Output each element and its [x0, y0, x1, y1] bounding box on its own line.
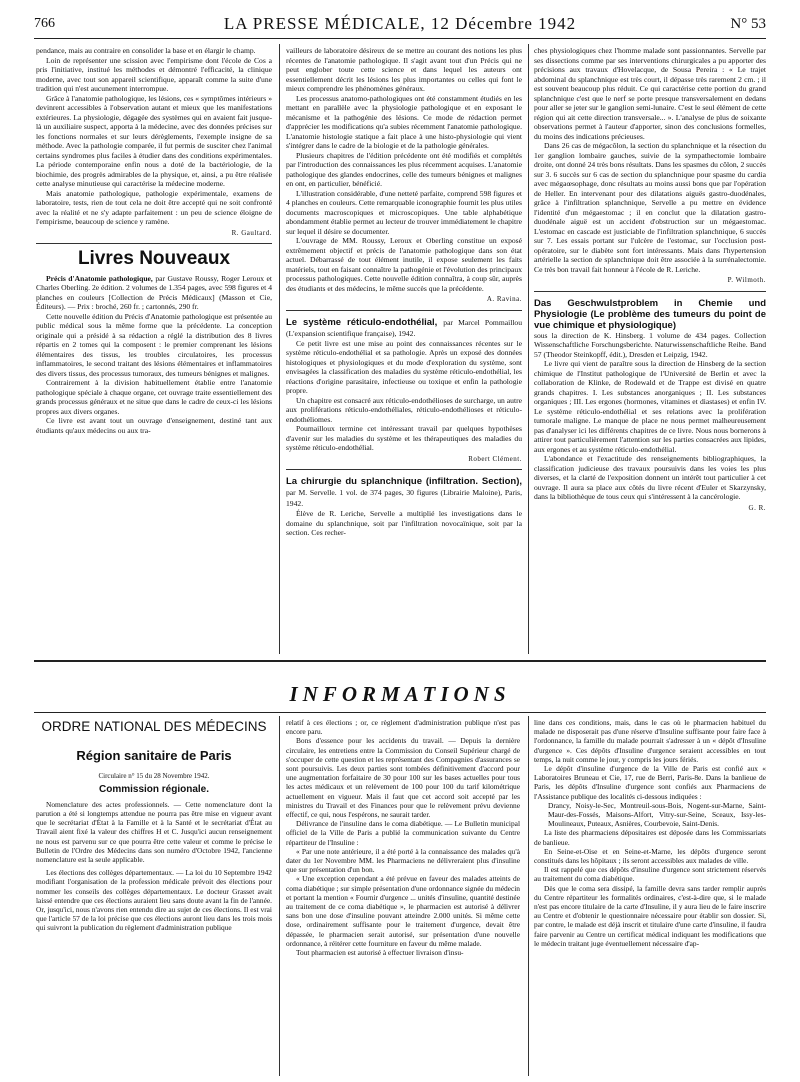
signature: P. Wilmoth. [727, 276, 766, 284]
paragraph: Élève de R. Leriche, Servelle a multiplié les investigations dans le domaine du splanchnique, soit par l'infiltration novocaïnique, soit par la section. Ces recher- [286, 509, 522, 537]
paragraph: Mais anatomie pathologique, pathologie expérimentale, examens de laboratoire, tests, rien de tout cela ne doit être accepté qui ne soit confronté avec la réalité et ne s'y adapte parfaitement : un peu de science éloigne de l'empirisme, beaucoup de science y ramène. [36, 188, 272, 226]
commission-heading: Commission régionale. [98, 783, 210, 795]
page-number: 766 [34, 16, 55, 31]
column-rule [279, 716, 280, 1076]
paragraph: Les processus anatomo-pathologiques ont été constamment étudiés en les mettant en parallèle avec la physiologie pathologique et en exposant le mécanisme et la pathogénie des lésions. Ce mode de rédaction permet d'apprécier les modifications qu'a subies récemment l'anatomie pathologique. L'anatomie histologie statique a fait place à une histo-physiologie qui vient s'intégrer dans le cadre de la biologie et de la pathologie générales. [286, 93, 522, 150]
book-title: Das Geschwulstproblem in Chemie und Physiologie (Le problème des tumeurs du point de vue chimique et physiologique) [534, 297, 766, 331]
info-column-1 [36, 718, 272, 1074]
paragraph: Plusieurs chapitres de l'édition précédente ont été modifiés et complétés par l'introduction des connaissances les plus récemment acquises. L'anatomie pathologique des glandes endocrines, celle des tumeurs bénignes et malignes en ont, en particulier, bénéficié. [286, 150, 522, 188]
paragraph: line dans ces conditions, mais, dans le cas où le pharmacien habituel du malade ne disposerait pas d'une réserve d'Insuline suffisante pour faire face à l'ordonnance, la famille du malade pourrait s'adresser à un « dépôt d'Insuline d'urgence ». Ces dépôts d'Insuline d'urgence seraient accessibles en tout temps, la nuit comme le jour, y compris les jours fériés. [534, 718, 766, 764]
paragraph: « Par une note antérieure, il a été porté à la connaissance des malades qu'à dater du 1er Novembre MM. les Pharmaciens ne délivreraient plus d'insuline que sur présentation d'un bon. [286, 846, 520, 875]
column-2 [286, 46, 522, 646]
section-rule [34, 660, 766, 662]
divider [286, 310, 522, 311]
book-title: Le système réticulo-endothélial, [286, 316, 438, 328]
paragraph: L'ouvrage de MM. Roussy, Leroux et Oberling constitue un exposé extrêmement objectif et précis de l'anatomie pathologique dans son état actuel. Débarrassé de tout élément inutile, il expose seulement les faits matériels, tout en faisant connaître la pathogénie et l'évolution des principaux processus pathologiques. Cette nouvelle édition connaîtra, à coup sûr, auprès des étudiants et des médecins, le même succès que la précédente. [286, 236, 522, 293]
info-column-2 [286, 718, 520, 1074]
signature: A. Ravina. [486, 295, 522, 303]
divider [534, 291, 766, 292]
paragraph: vailleurs de laboratoire désireux de se mettre au courant des notions les plus récentes de l'anatomie pathologique. Il s'agit avant tout d'un Précis qui ne peut englober toute cette science et dans lequel les auteurs ont essentiellement décrit les lésions les plus importantes ou celles qui font le mieux comprendre les phénomènes généraux. [286, 46, 522, 93]
issue-number: N° 53 [730, 16, 766, 32]
paragraph: Poumailloux termine cet intéressant travail par quelques hypothèses d'avenir sur les maladies du système et les thérapeutiques des maladies du système réticulo-endothélial. [286, 424, 522, 452]
signature: R. Gaultard. [231, 228, 272, 237]
column-rule [279, 44, 280, 654]
circulaire: Circulaire n° 15 du 28 Novembre 1942. [98, 772, 210, 781]
paragraph: Contrairement à la division habituellement établie entre l'anatomie pathologique spéciale à chaque organe, cet ouvrage traite essentiellement des grands processus généraux et ne situe que dans le cadre de ceux-ci les lésions propres aux divers organes. [36, 378, 272, 416]
paragraph: Bons d'essence pour les accidents du travail. — Depuis la dernière circulaire, les entretiens entre la Commission du Conseil Supérieur chargé de s'occuper de cette question et les représentant des Compagnies d'assurances se sont poursuivis. Les deux parties sont tombées définitivement d'accord pour une augmentation forfaitaire de 30 pour 100 sur les bases actuelles pour tous les actes médicaux et un relèvement de 100 pour 100 du tarif kilométrique actuellement en vigueur. Mais il faut que cet accord soit accepté par les ministres du Travail et des Finances pour que le relèvement prévu devienne effectif, ce qui, nous l'espérons, ne saurait tarder. [286, 736, 520, 820]
journal-title: LA PRESSE MÉDICALE, 12 Décembre 1942 [223, 14, 577, 33]
paragraph: En Seine-et-Oise et en Seine-et-Marne, les dépôts d'urgence seront constitués dans les hôpitaux ; ils seront accessibles aux malades de ville. [534, 846, 766, 866]
signature: Robert Clément. [468, 454, 522, 463]
book-title: La chirurgie du splanchnique (infiltration. Section), [286, 476, 522, 487]
paragraph: ches physiologiques chez l'homme malade sont passionnantes. Servelle par ses dissections comme par ses interventions chirurgicales a pu apporter des précisions aux travaux d'Hovelacque, de Sousa Pereira : « Le trajet abdominal du splanchnique est très court, il dépasse très rarement 2 cm. ; il est souvent beaucoup plus réduit. Ce qui caractérise cette portion du grand splanchnique c'est que le nerf se porte presque transversalement en dedans pour aller se jeter sur le ganglion semi-lunaire. C'est le seul élément de cette région qui ait cette direction transversale... ». L'analyse de plus de soixante observations permet à l'auteur d'apporter, sinon des conclusions formelles, du moins des indications précieuses. [534, 46, 766, 141]
page-header [34, 14, 766, 39]
info-column-3 [534, 718, 766, 1074]
paragraph: Loin de représenter une scission avec l'empirisme dont l'école de Cos a pris l'initiative, institué les méthodes et démontré l'efficacité, la clinique moderne, avec tout son appareil scientifique, apparaît comme la suite d'une tradition qui n'est aucunement interrompue. [36, 55, 272, 93]
column-1 [36, 46, 272, 646]
paragraph: Le livre qui vient de paraître sous la direction de Hinsberg de la section chimique de l'Institut pathologique de l'Université de Berlin et avec la collaboration de Klinke, de Rodewald et de Trappe est divisé en quatre grands chapitres. I. Les substances anorganiques ; II. Les substances organiques ; III. Les ergones (hormones, vitamines et diastases) et enfin IV. Le système réticulo-endothélial et ses relations avec la prolifération tumorale maligne. Le manque de place ne nous permet malheureusement pas d'analyser ici les différents chapitres de ce livre. Nous nous bornerons à attirer tout particulièrement l'attention sur les parties consacrées aux lipides, aux ergones et au système réticulo-endothélial. [534, 359, 766, 454]
paragraph: relatif à ces élections ; or, ce règlement d'administration publique n'est pas encore paru. [286, 718, 520, 737]
paragraph: L'illustration considérable, d'une netteté parfaite, comprend 598 figures et 4 planches en couleurs. Cette remarquable iconographie fournit les plus utiles documents macroscopiques et microscopiques. Une table alphabétique abondamment établie permet au lecteur de trouver immédiatement le chapitre sur lequel il désire se documenter. [286, 188, 522, 236]
column-rule [528, 716, 529, 1076]
paragraph: Drancy, Noisy-le-Sec, Montreuil-sous-Bois, Nogent-sur-Marne, Saint-Maur-des-Fossés, Maisons-Alfort, Vitry-sur-Seine, Sceaux, Issy-les-Moulineaux, Puteaux, Asnières, Courbevoie, Saint-Denis. [548, 800, 766, 829]
divider [36, 243, 272, 244]
book-meta: par Gustave Roussy, Roger Leroux et Charles Oberling. 2e édition. 2 volumes de 1.354 pages, avec 598 figures et 4 planches en couleurs [Collection de Précis Médicaux] (Masson et Cie, Éditeurs). — Prix : broché, 260 fr. ; cartonnés, 290 fr. [36, 273, 272, 311]
paragraph: La liste des pharmaciens dépositaires est déposée dans les Commissariats de banlieue. [534, 828, 766, 847]
column-rule [528, 44, 529, 654]
paragraph: Dans 26 cas de mégacôlon, la section du splanchnique et la résection du 1er ganglion lombaire gauches, suivie de la sympathectomie lombaire droite, ont donné 24 très bons résultats. Dans les spasmes du côlon, 2 succès sur 3. 6 succès sur 6 cas de section du splanchnique pour spasme du cardia avec mégaœsophage, donc résultats au moins aussi bons que par l'opération de Heller. En intervenant pour des dilatations aiguës gastro-duodénales, grâce à l'infiltration splanchnique, Servelle a pu mettre en évidence l'identité d'un mégaestomac ; il en conclut que la dilatation gastro-duodénale aiguë est un accident d'obstruction sur un mégaestomac. L'estomac en cascade est justiciable de l'infiltration splanchnique, 6 succès sur 7. Les essais portant sur l'ulcère de l'estomac, sur l'occlusion post-opératoire, sur le diabète sont fort intéressants. Mais dans l'hypertension artérielle la section de splanchnique doit être associée à la surrénalectomie. Ce très bon travail fait honneur à l'école de R. Leriche. [534, 141, 766, 274]
paragraph: « Une exception cependant a été prévue en faveur des malades atteints de coma diabétique ; sur simple présentation d'une ordonnance signée du médecin et portant la mention « Fournir d'urgence ... unités d'insuline, quantité destinée au traitement de ce coma diabétique », le pharmacien est autorisé à délivrer sans bon une dose d'insuline pouvant atteindre 2.000 unités. Si même cette dose, ordinairement suffisante pour le traitement d'urgence, devait être dépassée, le pharmacien serait autorisé, sur présentation d'une nouvelle ordonnance, à réitérer cette fourniture en faveur du même malade. [286, 874, 520, 948]
paragraph: Cette nouvelle édition du Précis d'Anatomie pathologique est présentée au public médical sous la même forme que la précédente. La conception originale qui a présidé à sa rédaction a réglé la distribution des 8 livres répartis en 2 tomes qui la composent : le premier comprenant les lésions élémentaires des tissus, les troubles circulatoires, les processus inflammatoires, le second traitant des lésions élémentaires et inflammatoires des divers tissus, des processus tumoraux, des tumeurs bénignes et malignes. [36, 311, 272, 378]
paragraph: Nomenclature des actes professionnels. — Cette nomenclature dont la parution a été si longtemps attendue ne pourra pas être mise en vigueur avant que le secrétariat d'État à la Famille et à la Santé et le secrétariat d'État au Travail aient fixé la valeur des chiffres H et C. Jusqu'ici aucun renseignement ne nous est parvenu sur ce que pourra être cette valeur et comme le précise le Bulletin de l'Ordre des Médecins dans son numéro d'Octobre 1942, l'ancienne nomenclature est la seule applicable. [36, 799, 272, 865]
column-3 [534, 46, 766, 646]
paragraph: Ce livre est avant tout un ouvrage d'enseignement, destiné tant aux étudiants qu'aux médecins ou aux tra- [36, 416, 272, 435]
paragraph: Tout pharmacien est autorisé à effectuer livraison d'insu- [296, 948, 464, 958]
paragraph: Grâce à l'anatomie pathologique, les lésions, ces « symptômes intérieurs » devinrent accessibles à l'observation autant et mieux que les manifestations extérieures. La physiologie, dégagée des systèmes qui en avaient fait jusque-là un auxiliaire suspect, apporta à la médecine, avec des données précises sur les fonctions normales et sur leurs dérèglements, l'exemple insigne de sa méthode. Avec la pathologie comparée, il fut permis de susciter chez l'animal certains syndromes plus faciles à étudier dans des conditions expérimentales. La période contemporaine enfin nous a doté de la bactériologie, de la biochimie, des progrès admirables de la physique, et, ainsi, a pu être réalisée cette analyse minutieuse qui caractérise la médecine moderne. [36, 93, 272, 188]
paragraph: Délivrance de l'insuline dans le coma diabétique. — Le Bulletin municipal officiel de la Ville de Paris a publié la communication suivante du Centre répartiteur de l'Insuline : [286, 819, 520, 847]
book-title: Précis d'Anatomie pathologique, [46, 273, 153, 283]
book-meta: par Marcel Pommaillou (L'expansion scientifique française), 1942. [286, 317, 522, 338]
ordre-heading: ORDRE NATIONAL DES MÉDECINS [41, 719, 267, 734]
section-rule [34, 712, 766, 713]
paragraph: L'abondance et l'exactitude des renseignements bibliographiques, la classification judicieuse des travaux poursuivis dans les voies les plus diverses, et la clarté de l'exposition donnent un intérêt tout particulier à cet ouvrage. Il aura sa place aux côtés du livre récent d'Euler et Skarzynsky, dans la bibliothèque de tous ceux qui s'intéressent à la cancérologie. [534, 454, 766, 501]
paragraph: Les élections des collèges départementaux. — La loi du 10 Septembre 1942 modifiant l'organisation de la profession médicale prévoit des élections pour nommer les conseils des collèges départementaux. Le docteur Grasset avait laissé entendre que ces élections auraient lieu sans doute avant la fin de l'année. Or, jusqu'ici, nous n'avons rien entendu dire au sujet de ces élections. Il est vrai que l'article 57 de la loi précise que ces élections auront lieu dans les trois mois qui suivront la publication du règlement d'administration publique [36, 868, 272, 933]
book-meta: par M. Servelle. 1 vol. de 374 pages, 30 figures (Librairie Maloine), Paris, 1942. [286, 488, 522, 508]
paragraph: Le dépôt d'insuline d'urgence de la Ville de Paris est confié aux « Laboratoires Bruneau et Cie, 17, rue de Berri, Paris-8e. Dans la banlieue de Paris, les dépôts d'Insuline d'urgence sont confiés aux Pharmaciens de l'Assistance publique des localités ci-dessous indiquées : [534, 764, 766, 801]
divider [286, 469, 522, 470]
informations-title: INFORMATIONS [289, 682, 511, 706]
signature: G. R. [748, 503, 766, 512]
section-title: Livres Nouveaux [77, 248, 231, 269]
paragraph: Il est rappelé que ces dépôts d'insuline d'urgence sont strictement réservés au traitement du coma diabétique. [534, 865, 766, 884]
paragraph: Ce petit livre est une mise au point des connaissances récentes sur le système réticulo-endothélial et sa pathologie. Après un exposé des données histologiques et physiologiques et du mode d'exploration du système, sont envisagées la classification des maladies du système réticulo-endothélial, les réactions d'origine parasitaire, infectieuse ou toxique et enfin la pathologie propre. [286, 338, 522, 395]
book-meta: sous la direction de K. Hinsberg. 1 volume de 434 pages. Collection Wissenschaftliche Forschungsberichte. Naturwissenschaftliche Reihe. Band 57 (Theodor Steinkopff, édit.), Dresden et Leipzig, 1942. [534, 330, 766, 359]
paragraph: Un chapitre est consacré aux réticulo-endothélioses de surcharge, un autre aux proliférations réticulo-endothéliales, réticulo-endothélioses et réticulo-endothéliomes. [286, 395, 522, 424]
paragraph: pendance, mais au contraire en consolider la base et en élargir le champ. [36, 46, 256, 55]
region-heading: Région sanitaire de Paris [76, 748, 232, 764]
paragraph: Dès que le coma sera dissipé, la famille devra sans tarder remplir auprès du Centre répartiteur les formalités ordinaires, c'est-à-dire que, si le malade n'est pas encore titulaire de la carte d'Insuline, il y aura lieu de le faire inscrire au Centre et d'obtenir le questionnaire nécessaire pour établir son dossier. Si, par contre, le malade est déjà inscrit et titulaire d'une carte d'insuline, il faudra faire parvenir au Centre un certificat médical indiquant les modifications que le médecin traitant juge éventuellement nécessaire d'ap- [534, 883, 766, 948]
